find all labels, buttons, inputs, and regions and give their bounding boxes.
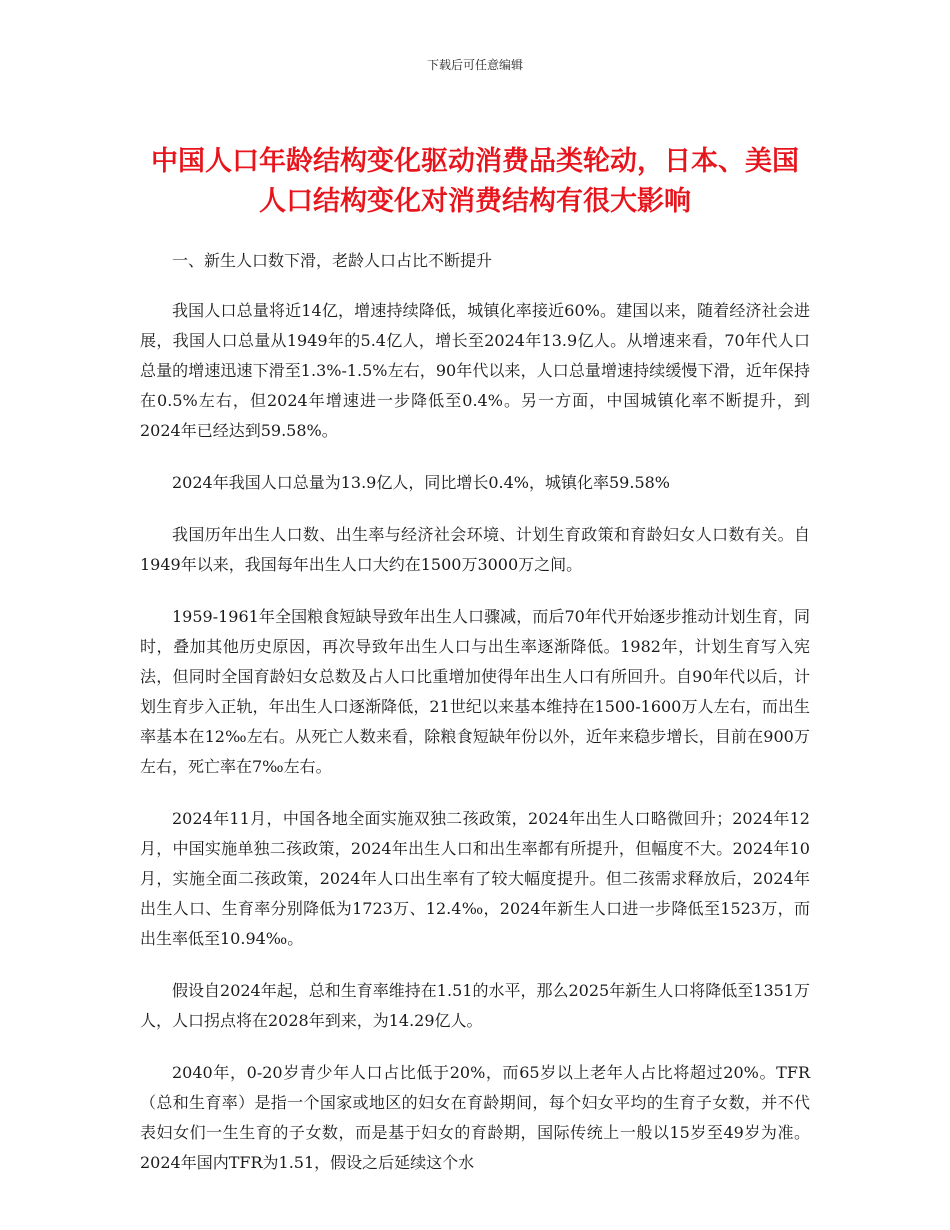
paragraph: 2024年我国人口总量为13.9亿人，同比增长0.4%，城镇化率59.58% <box>172 473 671 492</box>
paragraph: 2040年，0-20岁青少年人口占比低于20%，而65岁以上老年人占比将超过20%。TFR（总和生育率）是指一个国家或地区的妇女在育龄期间，每个妇女平均的生育子女数，并不代表妇女们一生生育的子女数，而是基于妇女的育龄期，国际传统上一般以15岁至49岁为准。2024年国内TFR为1.51，假设之后延续这个水 <box>140 1063 810 1172</box>
paragraph: 我国人口总量将近14亿，增速持续降低，城镇化率接近60%。建国以来，随着经济社会进展，我国人口总量从1949年的5.4亿人，增长至2024年13.9亿人。从增速来看，70年代人口总量的增速迅速下滑至1.3%-1.5%左右，90年代以来，人口总量增速持续缓慢下滑，近年保持在0.5%左右，但2024年增速进一步降低至0.4%。另一方面，中国城镇化率不断提升，到2024年已经达到59.58%。 <box>140 301 810 440</box>
paragraph: 2024年11月，中国各地全面实施双独二孩政策，2024年出生人口略微回升；2024年12月，中国实施单独二孩政策，2024年出生人口和出生率都有所提升，但幅度不大。2024年10月，实施全面二孩政策，2024年人口出生率有了较大幅度提升。但二孩需求释放后，2024年出生人口、生育率分别降低为1723万、12.4‰，2024年新生人口进一步降低至1523万，而出生率低至10.94‰。 <box>140 809 810 948</box>
document-title: 中国人口年龄结构变化驱动消费品类轮动，日本、美国人口结构变化对消费结构有很大影响 <box>151 146 799 217</box>
section-heading: 一、新生人口数下滑，老龄人口占比不断提升 <box>172 251 493 270</box>
paragraph: 我国历年出生人口数、出生率与经济社会环境、计划生育政策和育龄妇女人口数有关。自1949年以来，我国每年出生人口大约在1500万3000万之间。 <box>140 525 810 574</box>
header-note: 下载后可任意编辑 <box>426 58 523 72</box>
paragraph: 假设自2024年起，总和生育率维持在1.51的水平，那么2025年新生人口将降低至1351万人，人口拐点将在2028年到来，为14.29亿人。 <box>140 981 810 1030</box>
document-body <box>140 246 810 1200</box>
paragraph: 1959-1961年全国粮食短缺导致年出生人口骤减，而后70年代开始逐步推动计划生育，同时，叠加其他历史原因，再次导致年出生人口与出生率逐渐降低。1982年，计划生育写入宪法，但同时全国育龄妇女总数及占人口比重增加使得年出生人口有所回升。自90年代以后，计划生育步入正轨，年出生人口逐渐降低，21世纪以来基本维持在1500-1600万人左右，而出生率基本在12‰左右。从死亡人数来看，除粮食短缺年份以外，近年来稳步增长，目前在900万左右，死亡率在7‰左右。 <box>140 607 810 776</box>
